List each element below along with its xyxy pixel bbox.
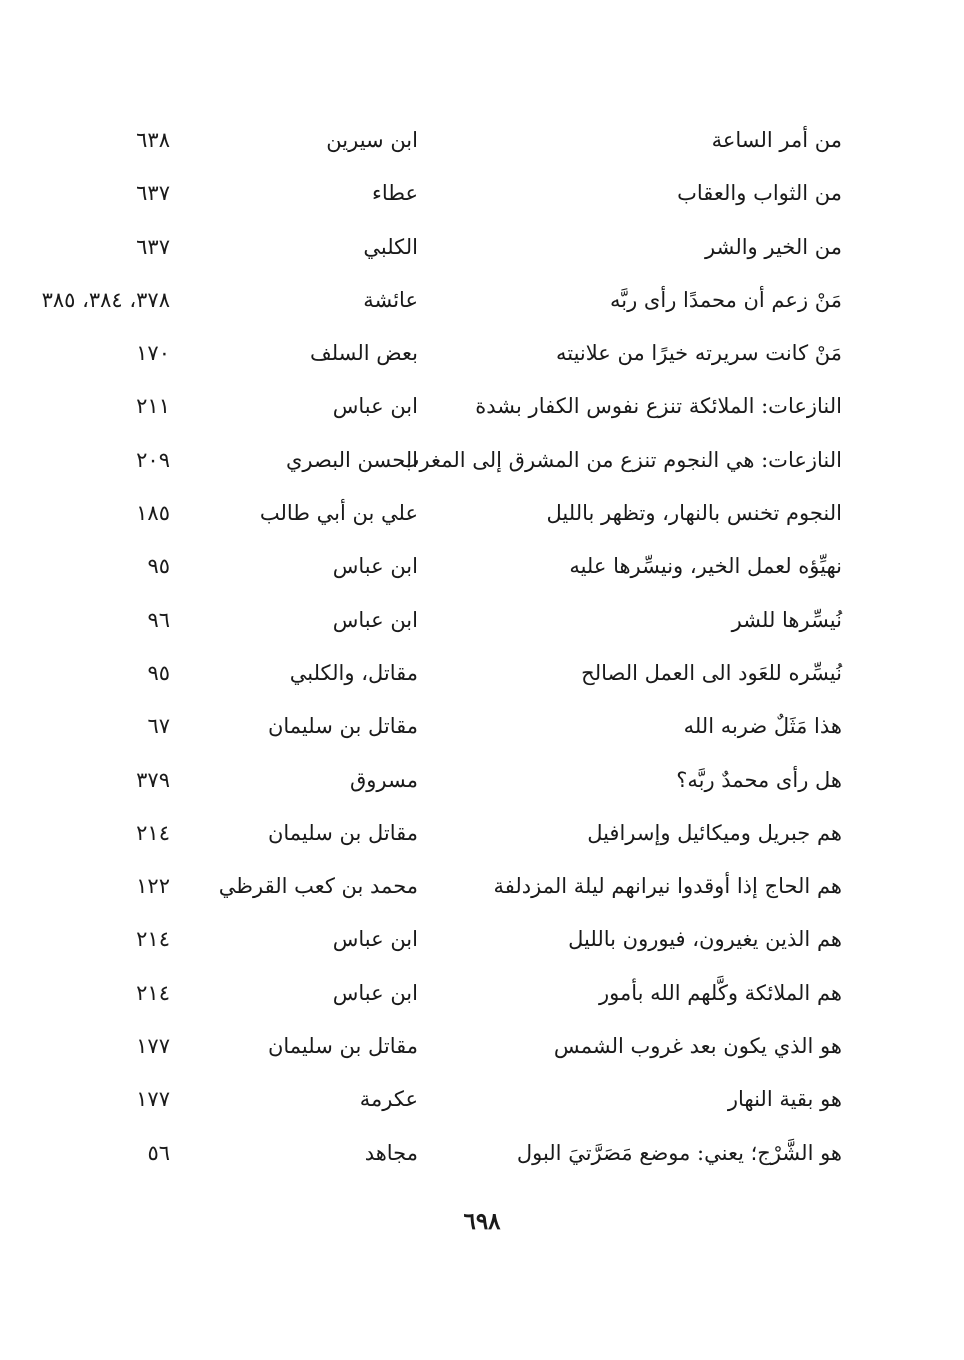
page-references: ١٧٧: [136, 1034, 170, 1059]
quote-text: النازعات: هي النجوم تنزع من المشرق إلى المغرب: [399, 447, 842, 472]
index-row: [110, 860, 842, 913]
page-references: ١٧٧: [136, 1087, 170, 1112]
narrator-name: ابن عباس: [332, 394, 418, 419]
index-row: [110, 594, 842, 647]
index-row: [110, 221, 842, 274]
narrator-name: عكرمة: [359, 1087, 418, 1112]
page-references: ٩٥: [147, 554, 170, 579]
page-references: ١٢٢: [136, 874, 170, 899]
narrator-name: عائشة: [363, 287, 418, 312]
index-row: [110, 487, 842, 540]
narrator-name: الحسن البصري: [286, 447, 418, 472]
narrator-name: ابن عباس: [332, 980, 418, 1005]
page-number: ٦٩٨: [463, 1208, 501, 1235]
index-row: [110, 167, 842, 220]
page-references: ٢١١: [136, 394, 170, 419]
index-row: [110, 380, 842, 433]
index-row: [110, 540, 842, 593]
page-references: ٣٧٩: [136, 767, 170, 792]
quote-text: نهيِّؤه لعمل الخير، ونيسِّرها عليه: [569, 554, 842, 579]
quote-text: من أمر الساعة: [711, 128, 842, 152]
narrator-name: مقاتل بن سليمان: [267, 714, 418, 739]
index-row: [110, 1020, 842, 1073]
quotes-index-table: [41, 114, 842, 1180]
narrator-name: ابن عباس: [332, 554, 418, 579]
quote-text: النازعات: الملائكة تنزع نفوس الكفار بشدة: [475, 394, 842, 419]
page-references: ٩٥: [147, 660, 170, 685]
quote-text: هم الحاج إذا أوقدوا نيرانهم ليلة المزدلفة: [493, 874, 842, 899]
page-references: ٦٣٧: [136, 181, 170, 206]
quote-text: هم الملائكة وكَّلهم الله بأمور: [598, 980, 842, 1005]
index-row: [110, 1073, 842, 1126]
page-references: ٣٧٨، ٣٨٤، ٣٨٥: [41, 287, 170, 312]
quote-text: مَنْ زعم أن محمدًا رأى ربَّه: [610, 287, 842, 312]
narrator-name: مقاتل بن سليمان: [267, 820, 418, 845]
narrator-name: ابن عباس: [332, 607, 418, 632]
narrator-name: مقاتل بن سليمان: [267, 1034, 418, 1059]
quote-text: نُيسِّرها للشر: [731, 607, 842, 632]
narrator-name: الكلبي: [363, 234, 418, 259]
index-row: [110, 327, 842, 380]
index-row: [41, 274, 842, 327]
quote-text: هم جبريل وميكائيل وإسرافيل: [587, 820, 842, 845]
page-references: ٢١٤: [136, 820, 170, 845]
narrator-name: مقاتل، والكلبي: [289, 660, 418, 685]
index-row: [110, 434, 842, 487]
narrator-name: بعض السلف: [309, 341, 418, 366]
index-row: [110, 1127, 842, 1180]
quote-text: هم الذين يغيرون، فيورون بالليل: [568, 927, 842, 952]
quote-text: هو الذي يكون بعد غروب الشمس: [553, 1034, 842, 1059]
quote-text: من الخير والشر: [705, 234, 842, 259]
page-references: ٢٠٩: [136, 447, 170, 472]
quote-text: هل رأى محمدٌ ربَّه؟: [676, 767, 842, 792]
page-references: ١٧٠: [136, 341, 170, 366]
quote-text: من الثواب والعقاب: [677, 181, 842, 206]
narrator-name: علي بن أبي طالب: [259, 501, 418, 526]
page-references: ٦٧: [147, 714, 170, 739]
page-references: ٢١٤: [136, 927, 170, 952]
index-row: [110, 700, 842, 753]
quote-text: هو الشَّرْج؛ يعني: موضع مَصَرَّتيَ البول: [516, 1140, 842, 1165]
narrator-name: ابن عباس: [332, 927, 418, 952]
index-row: [110, 647, 842, 700]
page-references: ٢١٤: [136, 980, 170, 1005]
quote-text: مَنْ كانت سريرته خيرًا من علانيته: [555, 341, 842, 366]
index-row: [110, 807, 842, 860]
quote-text: نُيسِّره للعَود الى العمل الصالح: [581, 660, 842, 685]
narrator-name: ابن سيرين: [326, 128, 418, 152]
page-references: ٦٣٧: [136, 234, 170, 259]
narrator-name: مسروق: [349, 767, 418, 792]
quote-text: هذا مَثَلٌ ضربه الله: [683, 714, 842, 739]
page-references: ٥٦: [147, 1140, 170, 1165]
page-references: ١٨٥: [136, 501, 170, 526]
narrator-name: محمد بن كعب القرظي: [218, 874, 418, 899]
index-row: [110, 913, 842, 966]
index-row: [110, 114, 842, 167]
narrator-name: مجاهد: [364, 1140, 418, 1165]
page-references: ٩٦: [147, 607, 170, 632]
quote-text: هو بقية النهار: [727, 1087, 842, 1112]
index-row: [110, 754, 842, 807]
index-row: [110, 967, 842, 1020]
narrator-name: عطاء: [371, 181, 418, 206]
page-references: ٦٣٨: [136, 128, 170, 152]
quote-text: النجوم تخنس بالنهار، وتظهر بالليل: [546, 501, 842, 526]
